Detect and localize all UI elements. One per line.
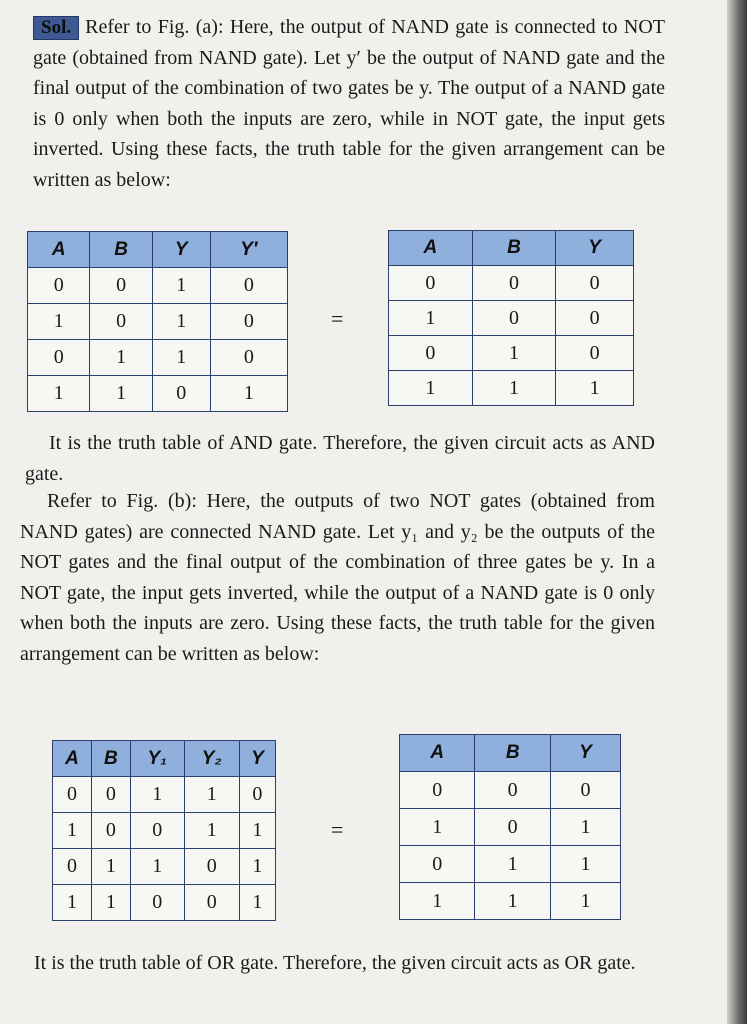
table1-header-cell: B: [90, 232, 152, 268]
table4-row: [400, 883, 621, 920]
table2-cell: 0: [389, 266, 473, 301]
table3-cell: 0: [239, 777, 275, 813]
table4-cell: 0: [475, 809, 550, 846]
table3-cell: 1: [184, 813, 239, 849]
table4-cell: 1: [400, 883, 475, 920]
table2-cell: 1: [389, 371, 473, 406]
table3-header-cell: Y₁: [130, 741, 184, 777]
table3-row: [53, 813, 276, 849]
table4-row: [400, 772, 621, 809]
table4-header-cell: Y: [550, 735, 620, 772]
table4-cell: 1: [400, 809, 475, 846]
table3-cell: 0: [130, 885, 184, 921]
table3-cell: 0: [130, 813, 184, 849]
table2-header-cell: Y: [556, 231, 634, 266]
table3-cell: 1: [239, 813, 275, 849]
table3-cell: 1: [53, 885, 92, 921]
table2-cell: 1: [472, 336, 556, 371]
table3-cell: 1: [91, 849, 130, 885]
table4-cell: 1: [550, 883, 620, 920]
table2-cell: 0: [389, 336, 473, 371]
equals-sign-2: =: [331, 817, 344, 842]
table4-cell: 1: [475, 846, 550, 883]
sol-badge: Sol.: [33, 16, 79, 40]
table3-row: [53, 849, 276, 885]
table1-cell: 0: [90, 304, 152, 340]
table4-cell: 0: [400, 846, 475, 883]
page-edge: [727, 0, 747, 1024]
table4-row: [400, 809, 621, 846]
table2-cell: 0: [472, 301, 556, 336]
truth-table-or-result: [399, 734, 621, 920]
table3-cell: 1: [91, 885, 130, 921]
table3-cell: 1: [184, 777, 239, 813]
table1-cell: 1: [90, 340, 152, 376]
table1-cell: 1: [152, 340, 210, 376]
table3-row: [53, 885, 276, 921]
table4-cell: 1: [475, 883, 550, 920]
paragraph-fig-a: [33, 12, 665, 195]
table3-cell: 0: [53, 777, 92, 813]
truth-table-and-steps: [27, 231, 288, 412]
table2-cell: 0: [556, 301, 634, 336]
table4-cell: 0: [550, 772, 620, 809]
table2-row: [389, 301, 634, 336]
table2-cell: 1: [389, 301, 473, 336]
table2-header-cell: A: [389, 231, 473, 266]
table3-cell: 1: [130, 849, 184, 885]
table1-row: [28, 268, 288, 304]
table1-cell: 1: [210, 376, 287, 412]
table3-row: [53, 777, 276, 813]
table2-row: [389, 266, 634, 301]
table1-row: [28, 304, 288, 340]
table3-cell: 0: [91, 777, 130, 813]
table3-cell: 0: [184, 849, 239, 885]
table3-cell: 1: [239, 885, 275, 921]
table3-cell: 1: [53, 813, 92, 849]
truth-table-and-result: [388, 230, 634, 406]
table4-cell: 0: [475, 772, 550, 809]
table2-row: [389, 371, 634, 406]
table1-cell: 0: [90, 268, 152, 304]
paragraph-and-conclusion: It is the truth table of AND gate. Therefore, the given circuit acts as AND gate.: [25, 432, 655, 485]
table2-cell: 0: [556, 336, 634, 371]
table3-cell: 0: [91, 813, 130, 849]
table2-cell: 1: [556, 371, 634, 406]
truth-table-or-steps: [52, 740, 276, 921]
table3-cell: 0: [184, 885, 239, 921]
table2-cell: 0: [556, 266, 634, 301]
table1-cell: 0: [210, 340, 287, 376]
paragraph-or-conclusion: It is the truth table of OR gate. Therefore, the given circuit acts as OR gate.: [34, 952, 636, 974]
table1-header-cell: Y′: [210, 232, 287, 268]
paragraph-fig-a-text: Refer to Fig. (a): Here, the output of NAND gate is connected to NOT gate (obtained from NAND gate). Let y′ be the output of NAND gate and the final output of the combination of two gates be y. The output of a NAND gate is 0 only when both the inputs are zero, while in NOT gate, the input gets inverted. Using these facts, the truth table for the given arrangement can be written as below:: [33, 16, 665, 191]
table3-header-cell: Y: [239, 741, 275, 777]
table4-header-cell: B: [475, 735, 550, 772]
table3-header-cell: B: [91, 741, 130, 777]
table3-cell: 0: [53, 849, 92, 885]
table1-cell: 1: [28, 376, 90, 412]
table1-cell: 0: [28, 268, 90, 304]
table2-header-cell: B: [472, 231, 556, 266]
equals-sign-1: =: [331, 306, 344, 331]
table4-header-cell: A: [400, 735, 475, 772]
table1-header-cell: A: [28, 232, 90, 268]
table1-row: [28, 376, 288, 412]
table1-cell: 1: [90, 376, 152, 412]
table1-cell: 1: [152, 304, 210, 340]
table3-header-cell: Y₂: [184, 741, 239, 777]
table1-cell: 0: [210, 268, 287, 304]
table1-row: [28, 340, 288, 376]
table2-cell: 0: [472, 266, 556, 301]
table3-header-cell: A: [53, 741, 92, 777]
table3-cell: 1: [130, 777, 184, 813]
table1-header-cell: Y: [152, 232, 210, 268]
table4-row: [400, 846, 621, 883]
table2-row: [389, 336, 634, 371]
table2-cell: 1: [472, 371, 556, 406]
table1-cell: 1: [28, 304, 90, 340]
table1-cell: 0: [28, 340, 90, 376]
table1-cell: 0: [152, 376, 210, 412]
table4-cell: 0: [400, 772, 475, 809]
paragraph-fig-b: Refer to Fig. (b): Here, the outputs of two NOT gates (obtained from NAND gates) are connected NAND gate. Let y₁ and y₂ be the outputs of the NOT gates and the final output of the combination of three gates be y. In a NOT gate, the input gets inverted, while the output of a NAND gate is 0 only when both the inputs are zero. Using these facts, the truth table for the given arrangement can be written as below:: [20, 490, 655, 665]
table3-cell: 1: [239, 849, 275, 885]
table4-cell: 1: [550, 809, 620, 846]
table4-cell: 1: [550, 846, 620, 883]
table1-cell: 0: [210, 304, 287, 340]
table1-cell: 1: [152, 268, 210, 304]
